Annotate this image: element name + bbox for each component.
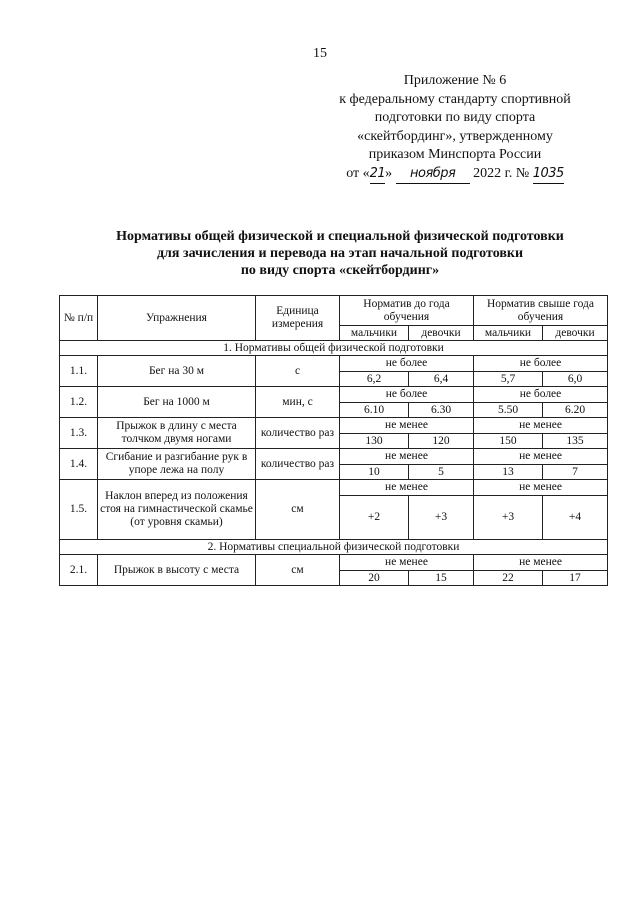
header-girls: девочки	[543, 326, 608, 341]
row-num: 1.2.	[60, 387, 98, 418]
row-num: 1.3.	[60, 418, 98, 449]
value-cell: 135	[543, 434, 608, 449]
value-cell: 15	[409, 571, 474, 586]
row-unit: см	[256, 480, 340, 540]
appendix-line: Приложение № 6	[403, 73, 507, 88]
section-heading: 2. Нормативы специальной физической подготовки	[60, 540, 608, 555]
row-exercise: Бег на 1000 м	[98, 387, 256, 418]
date-mid: »	[385, 165, 393, 181]
title-line: Нормативы общей физической и специальной физической подготовки	[116, 229, 564, 244]
row-condition: не менее	[340, 418, 474, 434]
value-cell: +3	[474, 496, 543, 540]
value-cell: 130	[340, 434, 409, 449]
row-condition: не более	[474, 387, 608, 403]
row-condition: не более	[340, 387, 474, 403]
row-unit: количество раз	[256, 449, 340, 480]
row-condition: не более	[474, 356, 608, 372]
row-condition: не более	[340, 356, 474, 372]
value-cell: 5,7	[474, 372, 543, 387]
appendix-line: «скейтбординг», утвержденному	[357, 128, 553, 144]
norms-table	[59, 295, 608, 586]
title-line: для зачисления и перевода на этап начальной подготовки	[156, 246, 524, 261]
value-cell: 120	[409, 434, 474, 449]
row-unit: мин, с	[256, 387, 340, 418]
row-unit: количество раз	[256, 418, 340, 449]
row-num: 1.5.	[60, 480, 98, 540]
value-cell: 5	[409, 465, 474, 480]
header-exercise: Упражнения	[98, 296, 256, 341]
row-exercise: Бег на 30 м	[98, 356, 256, 387]
header-norm-to-year: Норматив до года обучения	[340, 296, 474, 326]
value-cell: 6.30	[409, 403, 474, 418]
value-cell: 5.50	[474, 403, 543, 418]
date-month: ноября	[396, 165, 470, 185]
value-cell: +4	[543, 496, 608, 540]
order-number: 1035	[533, 165, 564, 185]
row-unit: см	[256, 555, 340, 586]
value-cell: 6,0	[543, 372, 608, 387]
date-prefix: от «	[346, 165, 370, 181]
value-cell: 6.20	[543, 403, 608, 418]
row-condition: не менее	[340, 480, 474, 496]
header-boys: мальчики	[474, 326, 543, 341]
row-num: 2.1.	[60, 555, 98, 586]
value-cell: 20	[340, 571, 409, 586]
section-heading: 1. Нормативы общей физической подготовки	[60, 341, 608, 356]
value-cell: +3	[409, 496, 474, 540]
header-girls: девочки	[409, 326, 474, 341]
appendix-line: к федеральному стандарту спортивной	[339, 91, 571, 107]
row-unit: с	[256, 356, 340, 387]
page-number: 15	[313, 46, 327, 61]
appendix-line: подготовки по виду спорта	[374, 110, 536, 125]
header-boys: мальчики	[340, 326, 409, 341]
title-line: по виду спорта «скейтбординг»	[240, 263, 440, 278]
row-condition: не менее	[474, 480, 608, 496]
appendix-date-line	[300, 165, 610, 185]
value-cell: 17	[543, 571, 608, 586]
row-condition: не менее	[474, 555, 608, 571]
value-cell: 22	[474, 571, 543, 586]
value-cell: 13	[474, 465, 543, 480]
value-cell: 6.10	[340, 403, 409, 418]
row-num: 1.4.	[60, 449, 98, 480]
value-cell: +2	[340, 496, 409, 540]
row-exercise: Прыжок в длину с места толчком двумя ногами	[98, 418, 256, 449]
row-exercise: Прыжок в высоту с места	[98, 555, 256, 586]
date-year: 2022 г. №	[473, 165, 530, 181]
document-title	[80, 228, 600, 279]
row-exercise: Сгибание и разгибание рук в упоре лежа на полу	[98, 449, 256, 480]
row-num: 1.1.	[60, 356, 98, 387]
value-cell: 7	[543, 465, 608, 480]
value-cell: 10	[340, 465, 409, 480]
row-condition: не менее	[340, 449, 474, 465]
row-exercise: Наклон вперед из положения стоя на гимнастической скамье (от уровня скамьи)	[98, 480, 256, 540]
header-unit: Единица измерения	[256, 296, 340, 341]
header-norm-over-year: Норматив свыше года обучения	[474, 296, 608, 326]
row-condition: не менее	[474, 449, 608, 465]
appendix-line: приказом Минспорта России	[368, 147, 542, 162]
header-num: № п/п	[60, 296, 98, 341]
row-condition: не менее	[340, 555, 474, 571]
value-cell: 6,2	[340, 372, 409, 387]
value-cell: 150	[474, 434, 543, 449]
value-cell: 6,4	[409, 372, 474, 387]
row-condition: не менее	[474, 418, 608, 434]
date-day: 21	[370, 165, 386, 185]
appendix-block	[300, 72, 610, 184]
